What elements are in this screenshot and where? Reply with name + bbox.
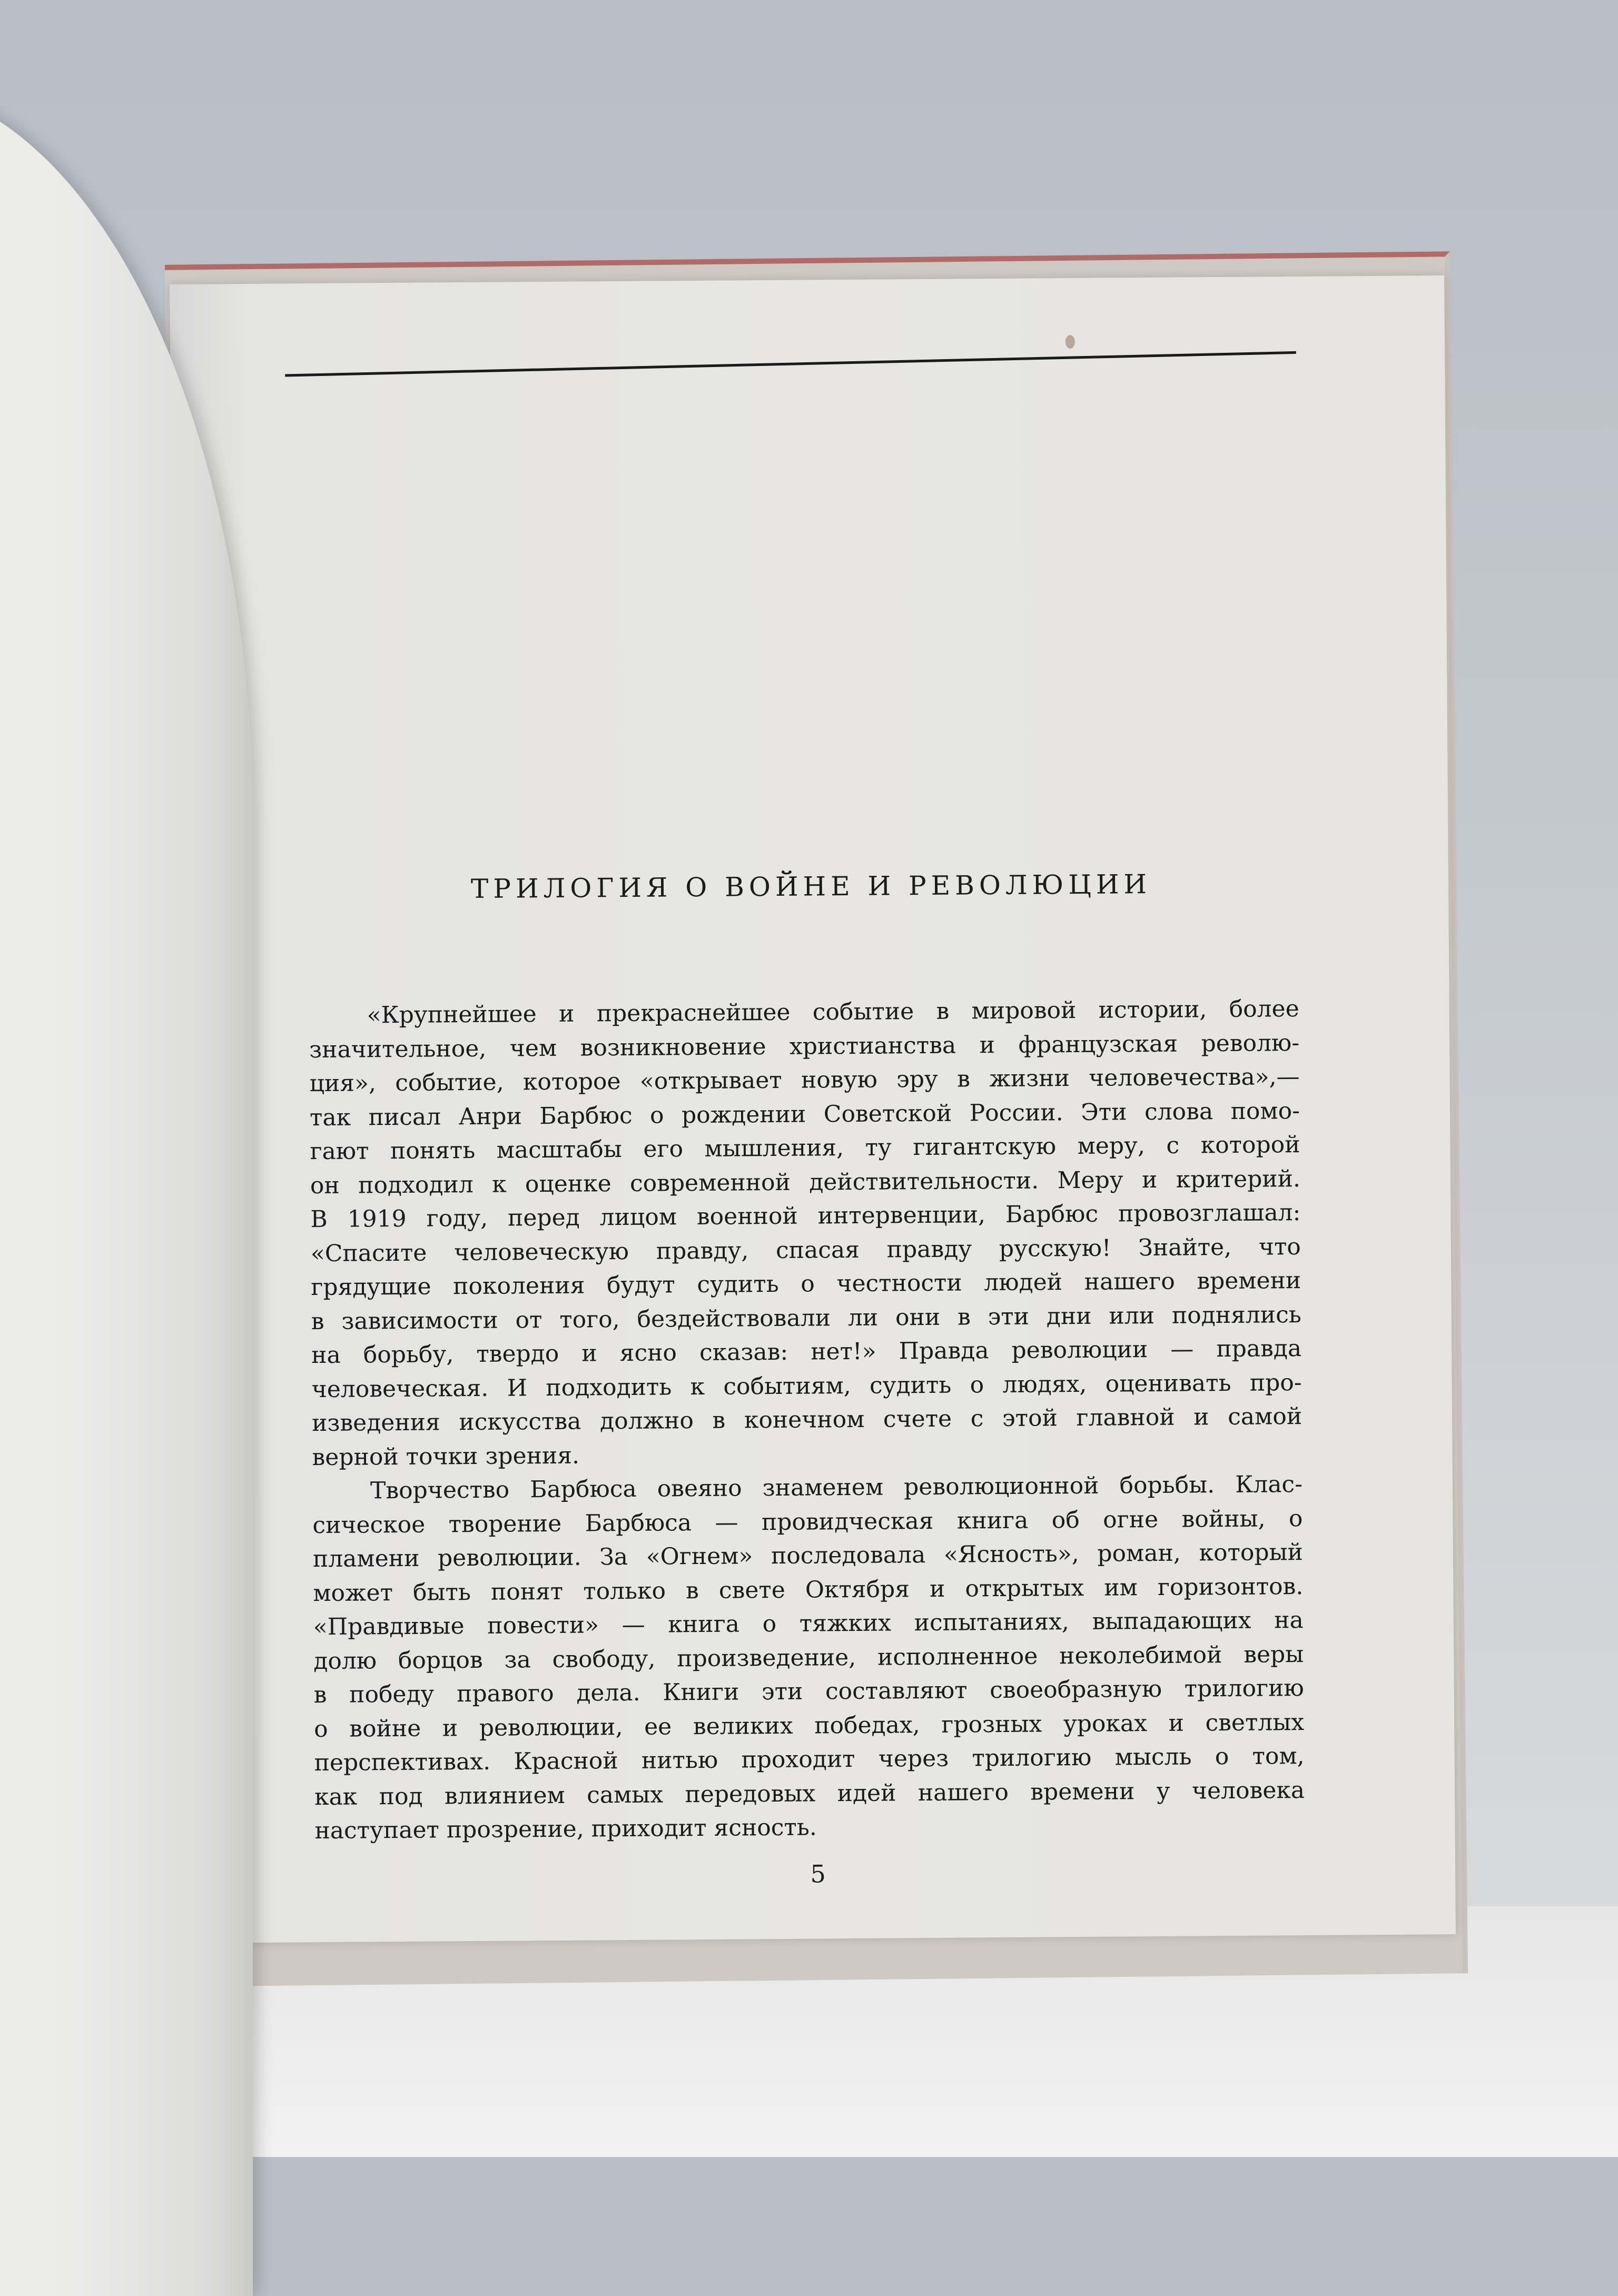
text-line: «Крупнейшее и прекраснейшее событие в мировой истории, более bbox=[367, 995, 1299, 1029]
text-line: на борьбу, твердо и ясно сказав: нет!» Правда революции — правда bbox=[311, 1335, 1302, 1369]
text-line: ция», событие, которое «открывает новую эру в жизни человечества»,— bbox=[309, 1063, 1300, 1097]
text-line: изведения искусства должно в конечном счете с этой главной и самой bbox=[311, 1403, 1303, 1437]
text-line: он подходил к оценке современной действительности. Меру и критерий. bbox=[310, 1165, 1301, 1199]
text-line: долю борцов за свободу, произведение, исполненное неколебимой веры bbox=[313, 1640, 1304, 1675]
text-line: В 1919 году, перед лицом военной интервенции, Барбюс провозглашал: bbox=[310, 1199, 1301, 1233]
text-line: так писал Анри Барбюс о рождении Советской России. Эти слова помо- bbox=[309, 1097, 1300, 1131]
text-line: «Спасите человеческую правду, спасая правду русскую! Знайте, что bbox=[310, 1233, 1301, 1267]
text-line: в победу правого дела. Книги эти составляют своеобразную трилогию bbox=[313, 1675, 1304, 1709]
text-line: Творчество Барбюса овеяно знаменем революционной борьбы. Клас- bbox=[370, 1471, 1303, 1505]
text-line: верной точки зрения. bbox=[312, 1442, 580, 1471]
header-rule bbox=[285, 351, 1296, 377]
text-line: наступает прозрение, приходит ясность. bbox=[314, 1814, 817, 1845]
text-line: может быть понят только в свете Октября и открытых им горизонтов. bbox=[313, 1572, 1304, 1607]
text-line: сическое творение Барбюса — провидческая книга об огне войны, о bbox=[312, 1505, 1303, 1539]
body-text bbox=[309, 992, 1305, 1848]
text-line: в зависимости от того, бездействовали ли они в эти дни или поднялись bbox=[311, 1301, 1301, 1335]
text-line: гают понять масштабы его мышления, ту гигантскую меру, с которой bbox=[310, 1131, 1300, 1165]
text-line: о войне и революции, ее великих победах, грозных уроках и светлых bbox=[313, 1708, 1305, 1743]
text-line: перспективах. Красной нитью проходит через трилогию мысль о том, bbox=[314, 1743, 1305, 1777]
text-line: пламени революции. За «Огнем» последовала «Ясность», роман, который bbox=[312, 1539, 1304, 1573]
text-line: человеческая. И подходить к событиям, судить о людях, оценивать про- bbox=[311, 1369, 1302, 1403]
ink-spot bbox=[1065, 335, 1075, 349]
chapter-title: ТРИЛОГИЯ О ВОЙНЕ И РЕВОЛЮЦИИ bbox=[470, 869, 1152, 905]
text-line: значительное, чем возникновение христианства и французская револю- bbox=[309, 1029, 1300, 1063]
paragraph-2 bbox=[312, 1468, 1305, 1848]
text-line: как под влиянием самых передовых идей нашего времени у человека bbox=[314, 1776, 1305, 1810]
paragraph-1 bbox=[309, 992, 1302, 1474]
page-number: 5 bbox=[810, 1859, 826, 1888]
text-line: «Правдивые повести» — книга о тяжких испытаниях, выпадающих на bbox=[313, 1607, 1304, 1641]
text-line: грядущие поколения будут судить о честности людей нашего времени bbox=[311, 1267, 1301, 1301]
book-page bbox=[170, 275, 1456, 1943]
